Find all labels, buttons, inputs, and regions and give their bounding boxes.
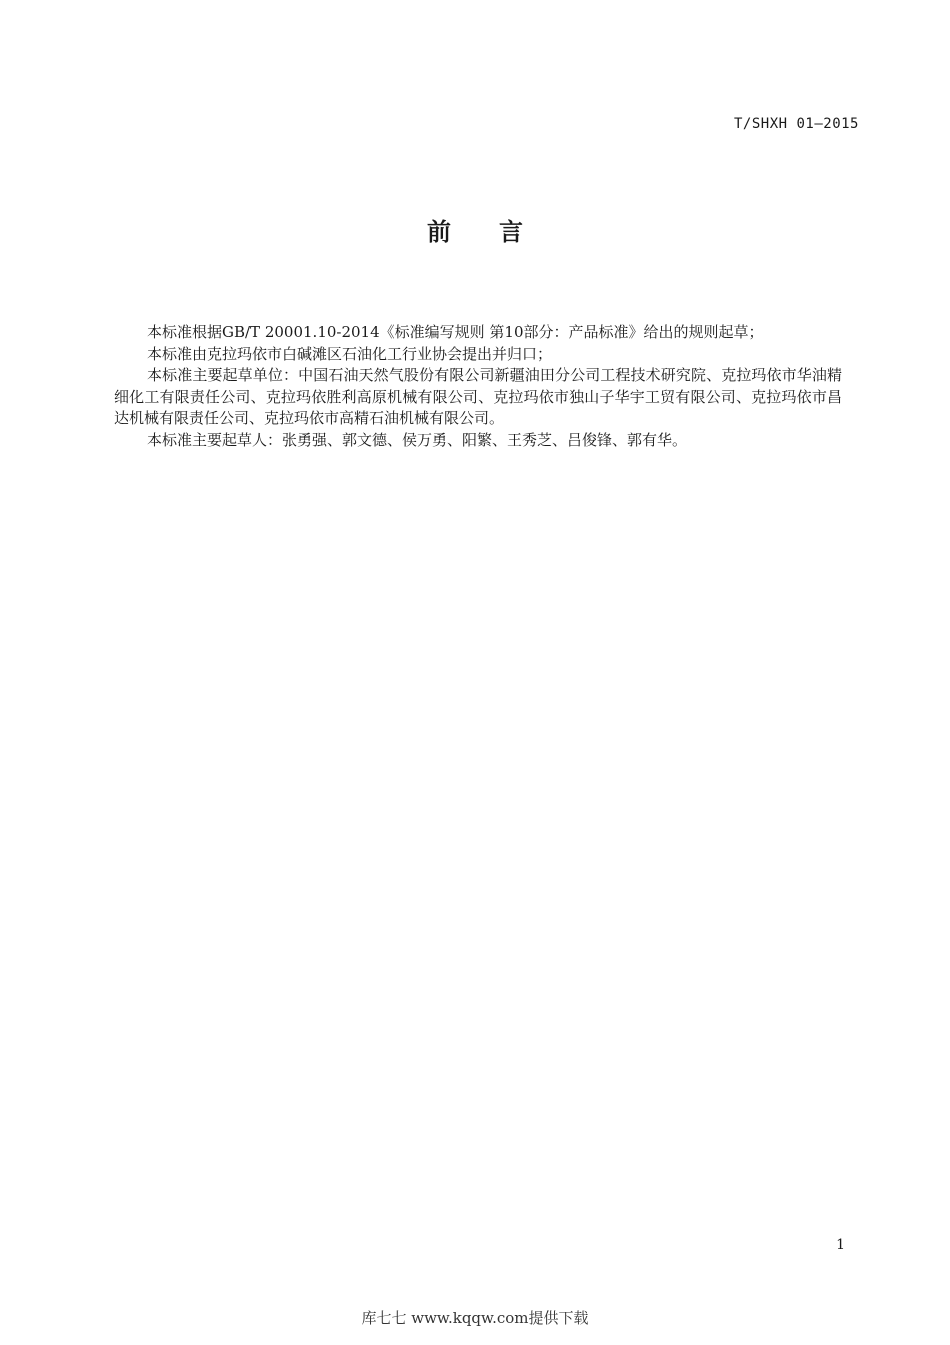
page-title: 前言 [427,218,571,246]
paragraph-drafting-rules: 本标准根据GB/T 20001.10-2014《标准编写规则 第10部分：产品标准》给出的规则起草； [147,323,764,341]
foreword-body [114,322,842,451]
standard-code: T/SHXH 01—2015 [733,116,859,132]
paragraph-proposer: 本标准由克拉玛依市白碱滩区石油化工行业协会提出并归口； [147,344,553,363]
paragraph-drafting-units: 本标准主要起草单位：中国石油天然气股份有限公司新疆油田分公司工程技术研究院、克拉玛依市华油精细化工有限责任公司、克拉玛依胜利高原机械有限公司、克拉玛依市独山子华宇工贸有限公司、克拉玛依市昌达机械有限责任公司、克拉玛依市高精石油机械有限公司。 [114,366,842,427]
page-number: 1 [836,1237,845,1253]
footer-download-note: 库七七 www.kqqw.com提供下载 [361,1309,589,1327]
paragraph-drafters: 本标准主要起草人：张勇强、郭文德、侯万勇、阳繁、王秀芝、吕俊锋、郭有华。 [147,430,688,449]
